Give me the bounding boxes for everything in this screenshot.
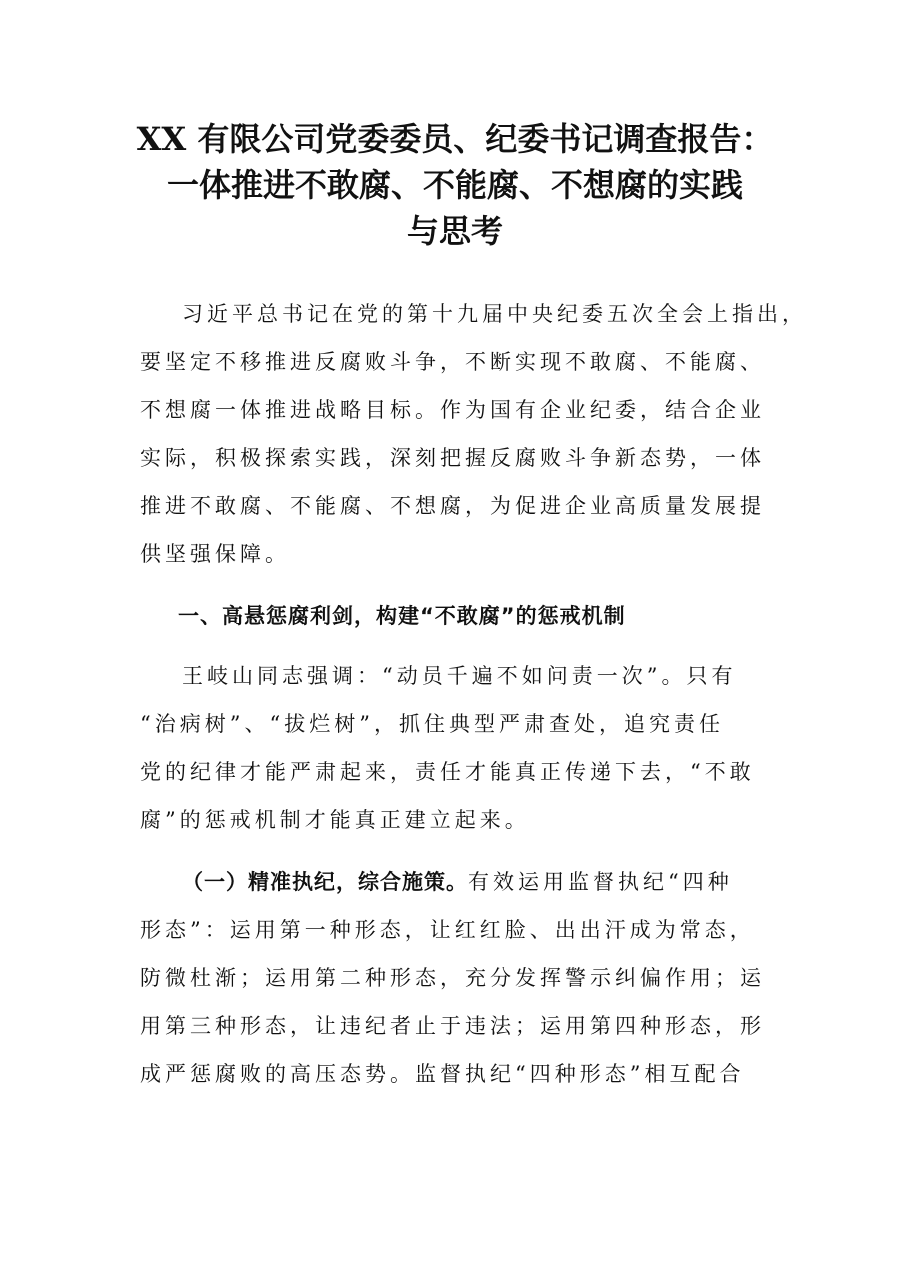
- section-1-paragraph: [140, 652, 775, 844]
- intro-line-4: 实际，积极探索实践，深刻把握反腐败斗争新态势，一体: [140, 446, 765, 470]
- title-line-3: 与思考: [406, 212, 503, 250]
- section-1-line-2: “治病树”、“拔烂树”，抓住典型严肃查处，追究责任: [140, 712, 724, 736]
- subsection-1-line-1: [140, 858, 775, 906]
- subsection-1-paragraph: [140, 858, 775, 1098]
- section-1-line-1: 王岐山同志强调：“动员千遍不如问责一次”。只有: [182, 664, 737, 688]
- subsection-1-lead: （一）精准执纪，综合施策。: [182, 870, 468, 894]
- intro-line-5: 推进不敢腐、不能腐、不想腐，为促进企业高质量发展提: [140, 494, 765, 518]
- title-line-1: XX 有限公司党委委员、纪委书记调查报告：: [136, 120, 774, 158]
- section-1-line-3: 党的纪律才能严肃起来，责任才能真正传递下去，“不敢: [140, 760, 755, 784]
- intro-line-1: 习近平总书记在党的第十九届中央纪委五次全会上指出，: [182, 302, 807, 326]
- intro-line-2: 要坚定不移推进反腐败斗争，不断实现不敢腐、不能腐、: [140, 350, 765, 374]
- subsection-1-line-4: 用第三种形态，让违纪者止于违法；运用第四种形态，形: [140, 1014, 765, 1038]
- title-line-2: 一体推进不敢腐、不能腐、不想腐的实践: [166, 166, 743, 204]
- subsection-1-line-2: 形态”：运用第一种形态，让红红脸、出出汗成为常态，: [140, 918, 755, 942]
- subsection-1-line-3: 防微杜渐；运用第二种形态，充分发挥警示纠偏作用；运: [140, 966, 765, 990]
- subsection-1-line-1-rest: 有效运用监督执纪“四种: [468, 870, 733, 894]
- intro-line-6: 供坚强保障。: [140, 542, 290, 566]
- subsection-1-line-5: 成严惩腐败的高压态势。监督执纪“四种形态”相互配合: [140, 1062, 745, 1086]
- document-body: [140, 290, 807, 1098]
- intro-line-3: 不想腐一体推进战略目标。作为国有企业纪委，结合企业: [140, 398, 765, 422]
- document-title: [130, 116, 780, 254]
- section-1-line-4: 腐”的惩戒机制才能真正建立起来。: [140, 808, 530, 832]
- section-1-heading: 一、高悬惩腐利剑，构建“不敢腐”的惩戒机制: [178, 604, 626, 628]
- paragraph-gap: [140, 844, 775, 858]
- intro-paragraph: [140, 290, 807, 578]
